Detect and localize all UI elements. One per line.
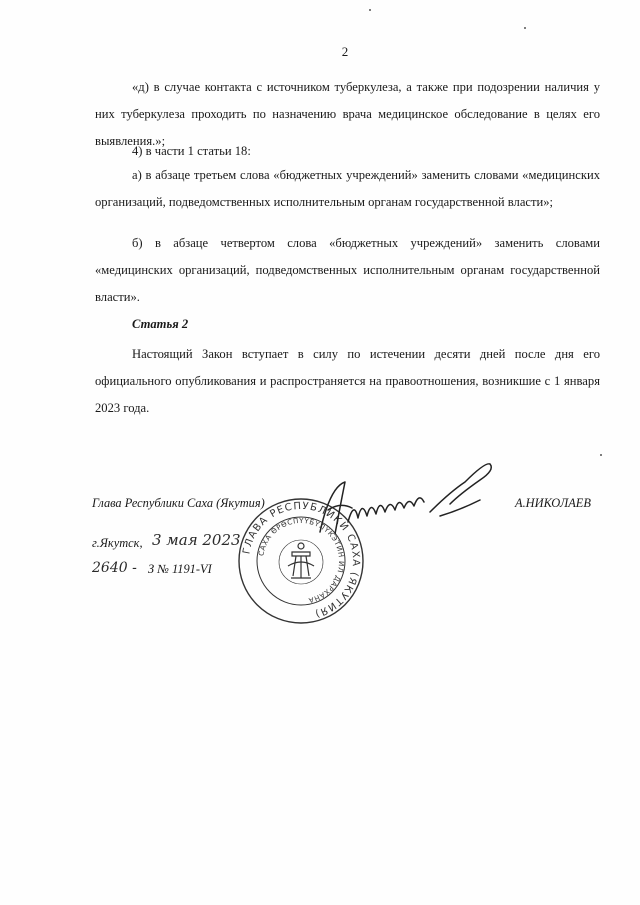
article-heading: Статья 2 (132, 317, 189, 331)
scan-speck (600, 454, 602, 456)
paragraph-text: «д) в случае контакта с источником туберкулеза, а также при подозрении наличия у них туберкулеза проходить по назначению врача медицинское обследование в целях его выявления.»; (95, 80, 600, 148)
scan-speck (524, 27, 526, 29)
paragraph-text: а) в абзаце третьем слова «бюджетных учреждений» заменить словами «медицинских организаций, подведомственных исполнительным органам государственной власти»; (95, 168, 600, 209)
emblem-icon (279, 540, 323, 584)
handwritten-signature (300, 452, 500, 542)
paragraph-article-2 (95, 341, 600, 422)
signatory-name: А.НИКОЛАЕВ (515, 496, 591, 510)
svg-text:САХА ӨРӨСПҮҮБҮЛҮКЭТИН ИЛ ДАРХА: САХА ӨРӨСПҮҮБҮЛҮКЭТИН ИЛ ДАРХАНА (257, 516, 346, 605)
paragraph-item-b (95, 230, 600, 311)
paragraph-text: б) в абзаце четвертом слова «бюджетных учреждений» заменить словами «медицинских организаций, подведомственных исполнительным органам государственной власти». (95, 236, 600, 304)
scan-speck (369, 9, 371, 11)
svg-text:ГЛАВА РЕСПУБЛИКИ САХА (ЯКУТИЯ): ГЛАВА РЕСПУБЛИКИ САХА (ЯКУТИЯ) (241, 500, 362, 620)
handwritten-date: 3 мая 2023 (152, 531, 241, 549)
handwritten-number: 2640 - (92, 560, 137, 576)
law-number: З № 1191-VI (148, 562, 212, 576)
signing-city: г.Якутск, (92, 536, 143, 550)
paragraph-item-4 (95, 138, 600, 165)
signatory-title: Глава Республики Саха (Якутия) (92, 496, 265, 510)
paragraph-text: Настоящий Закон вступает в силу по истечении десяти дней после дня его официального опубликования и распространяется на правоотношения, возникшие с 1 января 2023 года. (95, 347, 600, 415)
paragraph-item-a (95, 162, 600, 216)
paragraph-text: 4) в части 1 статьи 18: (132, 144, 251, 158)
page-number: 2 (341, 44, 349, 59)
